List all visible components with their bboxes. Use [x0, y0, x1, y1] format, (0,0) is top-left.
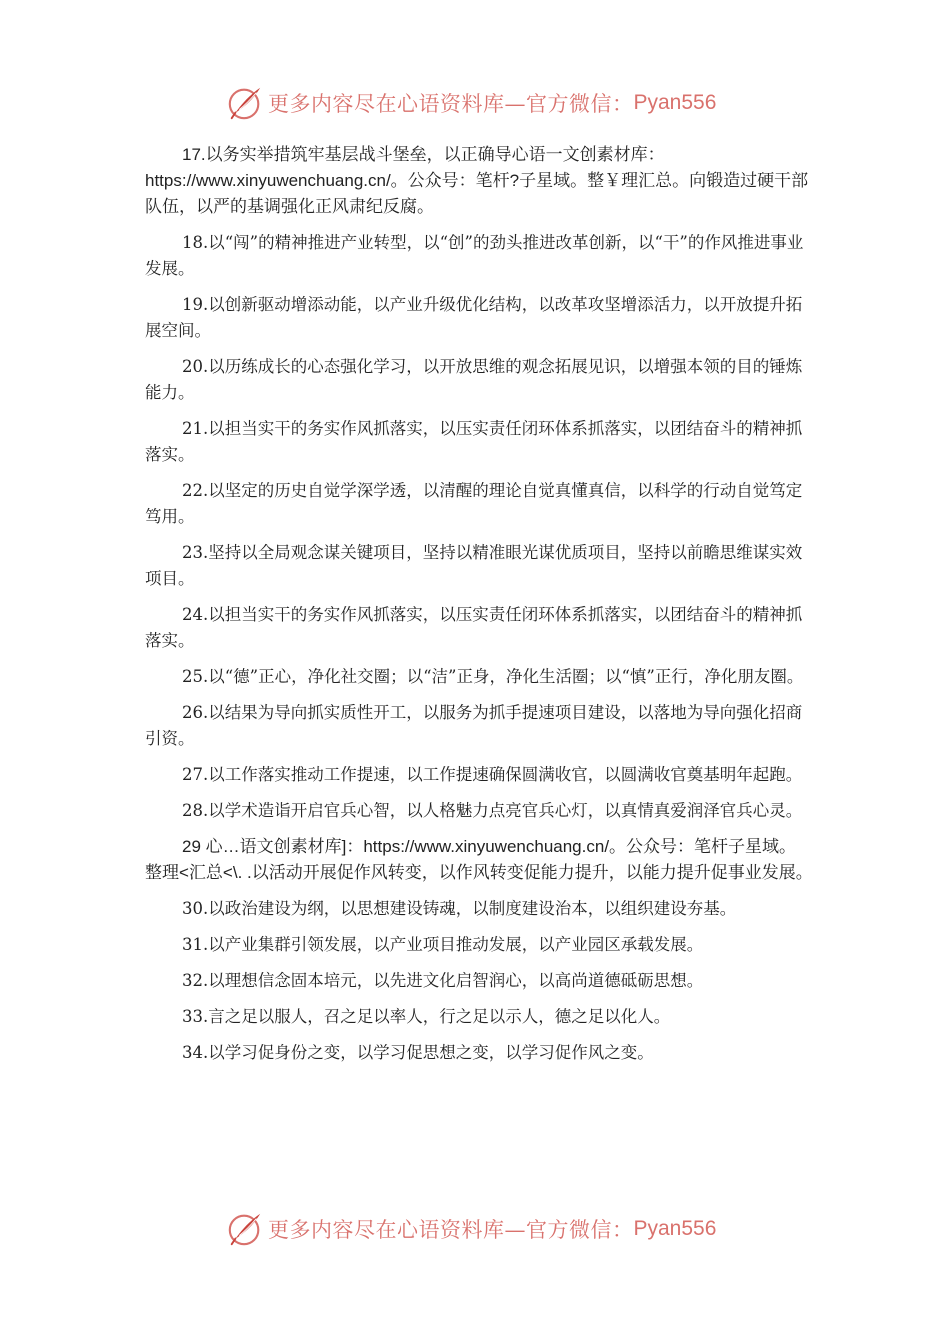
paragraph-17: 17.以务实举措筑牢基层战斗堡垒，以正确导心语一文创素材库：https://www.xinyuwenchuang.cn/。公众号：笔杆?子星域。整￥理汇总。向锻造过硬干部队伍，以严的基调强化正风肃纪反腐。	[145, 145, 809, 216]
paragraph-23: 23.坚持以全局观念谋关键项目，坚持以精准眼光谋优质项目，坚持以前瞻思维谋实效项目。	[145, 543, 803, 588]
quill-logo-icon	[226, 84, 264, 122]
wechat-id: Pyan556	[633, 1217, 717, 1240]
paragraph-26: 26.以结果为导向抓实质性开工，以服务为抓手提速项目建设，以落地为导向强化招商引资。	[145, 703, 803, 748]
paragraph-19: 19.以创新驱动增添动能，以产业升级优化结构，以改革攻坚增添活力，以开放提升拓展空间。	[145, 295, 803, 340]
paragraph-28: 28.以学术造诣开启官兵心智，以人格魅力点亮官兵心灯，以真情真爱润泽官兵心灵。	[182, 801, 803, 820]
paragraph-30: 30.以政治建设为纲，以思想建设铸魂，以制度建设治本，以组织建设夯基。	[182, 899, 737, 918]
paragraph-27: 27.以工作落实推动工作提速，以工作提速确保圆满收官，以圆满收官奠基明年起跑。	[182, 765, 803, 784]
banner-text: 更多内容尽在心语资料库—官方微信：	[268, 1218, 634, 1242]
paragraph-20: 20.以历练成长的心态强化学习，以开放思维的观念拓展见识，以增强本领的目的锤炼能力。	[145, 357, 803, 402]
document-body	[145, 142, 813, 1076]
paragraph-22: 22.以坚定的历史自觉学深学透，以清醒的理论自觉真懂真信，以科学的行动自觉笃定笃用。	[145, 481, 803, 526]
wechat-id: Pyan556	[633, 91, 717, 114]
header-banner	[226, 84, 716, 122]
banner-text: 更多内容尽在心语资料库—官方微信：	[268, 92, 634, 116]
paragraph-18: 18.以“闯”的精神推进产业转型，以“创”的劲头推进改革创新，以“干”的作风推进事业发展。	[145, 233, 804, 278]
paragraph-31: 31.以产业集群引领发展，以产业项目推动发展，以产业园区承载发展。	[182, 935, 704, 954]
paragraph-25: 25.以“德”正心，净化社交圈；以“洁”正身，净化生活圈；以“慎”正行，净化朋友圈。	[182, 667, 804, 686]
paragraph-32: 32.以理想信念固本培元，以先进文化启智润心，以高尚道德砥砺思想。	[182, 971, 704, 990]
paragraph-34: 34.以学习促身份之变，以学习促思想之变，以学习促作风之变。	[182, 1043, 654, 1062]
paragraph-21: 21.以担当实干的务实作风抓落实，以压实责任闭环体系抓落实，以团结奋斗的精神抓落实。	[145, 419, 803, 464]
paragraph-24: 24.以担当实干的务实作风抓落实，以压实责任闭环体系抓落实，以团结奋斗的精神抓落实。	[145, 605, 803, 650]
footer-banner	[226, 1210, 716, 1248]
quill-logo-icon	[226, 1210, 264, 1248]
paragraph-33: 33.言之足以服人，召之足以率人，行之足以示人，德之足以化人。	[182, 1007, 671, 1026]
paragraph-29: 29 心…语文创素材库]：https://www.xinyuwenchuang.cn/。公众号：笔杆子星域。整理<汇总<\. .以活动开展促作风转变，以作风转变促能力提升，以能力提升促事业发展。	[145, 837, 813, 882]
